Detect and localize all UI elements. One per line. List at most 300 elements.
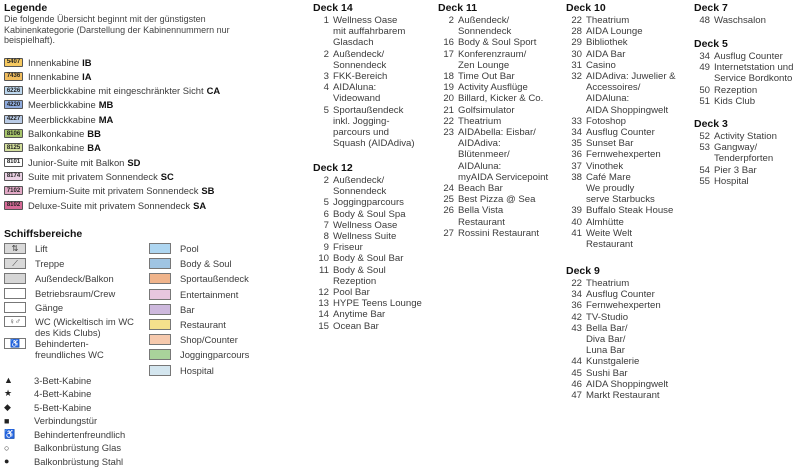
deck-item <box>694 85 793 96</box>
ship-area-swatch <box>149 273 171 284</box>
ship-area-label: WC (Wickeltisch im WC des Kids Clubs) <box>35 316 134 338</box>
deck-item <box>313 49 415 71</box>
deck-item-number: 5 <box>323 104 329 116</box>
deck-item-label: Casino <box>586 59 616 71</box>
deck-item-number: 53 <box>699 142 710 154</box>
ship-area-label: Bar <box>180 303 195 315</box>
deck-item-label: Waschsalon <box>714 15 766 26</box>
deck-title: Deck 10 <box>566 2 606 14</box>
deck-item-label: Gangway/ Tenderpforten <box>714 142 774 165</box>
deck-item-label: Rossini Restaurant <box>458 227 540 239</box>
deck-item <box>566 149 676 160</box>
deck-item-label: Theatrium <box>586 15 630 26</box>
deck-item <box>438 82 548 93</box>
cabin-category-code: SC <box>160 170 174 182</box>
deck-item-number: 2 <box>323 48 329 60</box>
deck-item <box>694 51 793 62</box>
ship-areas-title: Schiffsbereiche <box>4 228 83 240</box>
cabin-category-code: MA <box>98 113 114 125</box>
deck-title: Deck 3 <box>694 118 728 130</box>
deck-item-label: Sunset Bar <box>586 138 634 150</box>
symbol-label: Balkonbrüstung Glas <box>34 442 122 453</box>
deck-item <box>313 105 415 150</box>
deck-item-label: Ausflug Counter <box>586 289 655 301</box>
ship-area-row <box>149 258 232 269</box>
cabin-number-badge: 8125 <box>4 143 23 152</box>
symbol-glyph-icon: ▲ <box>4 375 13 385</box>
deck-item-label: Body & Soul Sport <box>458 37 537 49</box>
deck-item-label: Theatrium <box>458 115 502 127</box>
ship-area-row <box>149 273 249 284</box>
deck-item <box>566 300 668 311</box>
deck-item <box>313 298 422 309</box>
deck-item <box>566 289 668 300</box>
deck-item-number: 13 <box>318 298 329 310</box>
cabin-category-row <box>4 128 101 140</box>
deck-item-number: 31 <box>571 59 582 71</box>
ship-area-row <box>4 288 134 299</box>
deck-item-number: 50 <box>699 84 710 96</box>
deck-section <box>694 38 793 107</box>
ship-area-row <box>149 243 199 254</box>
deck-item <box>566 356 668 367</box>
deck-item <box>566 228 676 250</box>
symbol-row <box>4 388 91 400</box>
deck-item-number: 23 <box>443 127 454 139</box>
ship-area-label: Restaurant <box>180 319 226 330</box>
ship-area-swatch <box>149 304 171 315</box>
ship-area-row <box>149 289 238 300</box>
ship-area-swatch <box>149 334 171 345</box>
deck-item <box>566 323 668 357</box>
ship-area-label: Gänge <box>35 302 64 313</box>
deck-item <box>566 26 676 37</box>
deck-item-label: Außendeck/ Sonnendeck <box>333 175 387 198</box>
deck-item-number: 40 <box>571 216 582 228</box>
deck-item-number: 27 <box>443 227 454 239</box>
deck-item-number: 14 <box>318 309 329 321</box>
deck-item-number: 51 <box>699 95 710 107</box>
cabin-category-row <box>4 199 206 211</box>
deck-item-number: 48 <box>699 15 710 26</box>
deck-title: Deck 12 <box>313 162 353 174</box>
ship-area-label: Shop/Counter <box>180 334 238 346</box>
symbol-row <box>4 415 97 427</box>
cabin-category-code: IA <box>82 70 92 82</box>
deck-item <box>566 127 676 138</box>
deck-item-number: 1 <box>323 15 329 26</box>
cabin-category-label: Innenkabine <box>28 70 80 82</box>
deck-item-label: Body & Soul Rezeption <box>333 264 386 287</box>
deck-item-number: 11 <box>319 264 329 276</box>
deck-item-number: 43 <box>571 322 582 334</box>
deck-item-number: 19 <box>443 82 454 94</box>
deck-item-number: 22 <box>571 278 582 289</box>
cabin-category-code: BB <box>87 128 101 139</box>
symbol-row <box>4 401 91 413</box>
deck-item <box>566 390 668 401</box>
symbol-label: 5-Bett-Kabine <box>34 401 92 413</box>
deck-title: Deck 7 <box>694 2 728 14</box>
deck-item <box>438 93 548 104</box>
cabin-category-label: Innenkabine <box>28 56 80 68</box>
deck-item <box>313 71 415 82</box>
deck-item <box>566 161 676 172</box>
cabin-category-code: SB <box>201 185 215 197</box>
ship-area-label: Treppe <box>35 258 65 269</box>
deck-item-label: Ausflug Counter <box>714 51 783 62</box>
deck-item <box>566 37 676 48</box>
deck-item-label: AIDAdiva: Juwelier & Accessoires/ AIDAluna: AIDA Shoppingwelt <box>586 71 676 116</box>
deck-item-label: Konferenzraum/ Zen Lounge <box>458 48 527 71</box>
deck-title: Deck 11 <box>438 2 478 14</box>
deck-title: Deck 14 <box>313 2 353 14</box>
deck-item-label: Friseur <box>333 242 363 254</box>
deck-item <box>566 15 676 26</box>
deck-item <box>438 105 548 116</box>
deck-item-number: 10 <box>318 253 329 265</box>
ship-area-row <box>149 304 195 315</box>
deck-item-number: 16 <box>443 37 454 49</box>
deck-item-number: 17 <box>443 48 454 60</box>
deck-item <box>566 312 668 323</box>
deck-item-label: Bella Vista Restaurant <box>458 205 505 228</box>
symbol-label: 3-Bett-Kabine <box>34 374 92 386</box>
deck-item-label: Außendeck/ Sonnendeck <box>458 15 512 38</box>
deck-item <box>438 37 548 48</box>
ship-area-label: Entertainment <box>180 288 239 300</box>
deck-item-number: 3 <box>323 71 329 83</box>
ship-area-swatch: ⇅ <box>4 243 26 254</box>
deck-item-label: Weite Welt Restaurant <box>586 227 633 251</box>
deck-item-number: 30 <box>571 48 582 60</box>
deck-item-label: Bibliothek <box>586 37 628 49</box>
deck-item-label: Activity Ausflüge <box>458 82 528 94</box>
deck-item <box>313 253 422 264</box>
symbol-row <box>4 374 91 386</box>
cabin-category-row <box>4 185 214 197</box>
symbol-label: Verbindungstür <box>34 415 98 426</box>
deck-item-label: Kids Club <box>714 95 756 107</box>
cabin-category-row <box>4 70 91 82</box>
symbol-glyph-icon: ★ <box>4 388 13 398</box>
deck-item-number: 52 <box>699 131 710 142</box>
deck-item <box>438 183 548 194</box>
deck-section <box>566 2 676 250</box>
ship-area-label: Betriebsraum/Crew <box>35 288 116 299</box>
cabin-number-badge: 8102 <box>4 201 23 210</box>
deck-item-number: 45 <box>571 367 582 379</box>
deck-item <box>313 265 422 287</box>
cabin-category-code: IB <box>82 56 92 68</box>
deck-title: Deck 5 <box>694 38 728 50</box>
ship-area-swatch <box>4 273 26 284</box>
deck-item-number: 54 <box>699 164 710 176</box>
ship-area-swatch <box>4 288 26 299</box>
deck-item-label: Pool Bar <box>333 287 370 299</box>
cabin-category-row <box>4 113 113 125</box>
deck-item-label: Kunstgalerie <box>586 356 640 368</box>
deck-item-number: 37 <box>571 160 582 172</box>
deck-item-number: 18 <box>443 71 454 83</box>
ship-area-label: Lift <box>35 243 48 254</box>
deck-item <box>438 49 548 71</box>
deck-item <box>566 116 676 127</box>
deck-item <box>694 15 766 26</box>
deck-item <box>566 71 676 116</box>
ship-area-row <box>4 243 134 254</box>
ship-area-swatch: ⟋ <box>4 258 26 269</box>
deck-item <box>313 231 422 242</box>
deck-item <box>438 194 548 205</box>
cabin-number-badge: 7102 <box>4 186 23 195</box>
deck-item-label: Außendeck/ Sonnendeck <box>333 48 387 71</box>
deck-item-number: 15 <box>318 320 329 332</box>
cabin-category-label: Deluxe-Suite mit privatem Sonnendeck <box>28 199 191 211</box>
deck-item-number: 42 <box>571 311 582 323</box>
deck-item-label: Anytime Bar <box>333 309 386 321</box>
deck-item-number: 32 <box>571 71 582 83</box>
deck-item-label: Time Out Bar <box>458 71 515 83</box>
deck-item-number: 21 <box>443 104 454 116</box>
deck-item-number: 39 <box>571 205 582 217</box>
deck-item-number: 34 <box>571 289 582 301</box>
cabin-category-label: Junior-Suite mit Balkon <box>28 156 125 168</box>
deck-item-label: Fernwehexperten <box>586 300 661 312</box>
deck-item-label: AIDA Shoppingwelt <box>586 378 669 390</box>
deck-item-label: Billard, Kicker & Co. <box>458 93 544 105</box>
deck-item-number: 41 <box>571 227 582 239</box>
deck-item-label: HYPE Teens Lounge <box>333 298 422 310</box>
cabin-number-badge: 4227 <box>4 115 23 124</box>
cabin-category-row <box>4 142 101 154</box>
symbol-label: 4-Bett-Kabine <box>34 388 92 399</box>
ship-area-swatch: ♀♂ <box>4 316 26 327</box>
ship-area-row <box>149 334 238 345</box>
ship-area-label: Außendeck/Balkon <box>35 273 114 284</box>
deck-item-label: Buffalo Steak House <box>586 205 674 217</box>
deck-item-label: Wellness Oase <box>333 219 398 231</box>
deck-item <box>313 321 422 332</box>
deck-item-number: 36 <box>571 149 582 161</box>
cabin-category-label: Balkonkabine <box>28 142 85 154</box>
ship-area-swatch <box>149 258 171 269</box>
deck-item-label: Golfsimulator <box>458 104 515 116</box>
ship-area-row <box>4 273 134 284</box>
ship-area-label: Behinderten-freundliches WC <box>35 338 104 360</box>
deck-item <box>566 278 668 289</box>
deck-item-number: 4 <box>323 82 329 94</box>
deck-item-label: Internetstation und Service Bordkonto <box>714 62 794 85</box>
deck-item-label: TV-Studio <box>586 311 629 323</box>
ship-area-row <box>149 349 249 360</box>
cabin-category-label: Premium-Suite mit privatem Sonnendeck <box>28 185 199 197</box>
deck-item-number: 34 <box>571 127 582 139</box>
deck-item-number: 26 <box>443 205 454 217</box>
deck-item-number: 29 <box>571 37 582 49</box>
deck-title: Deck 9 <box>566 265 600 277</box>
symbol-label: Behindertenfreundlich <box>34 428 126 440</box>
deck-item-label: Hospital <box>714 175 749 187</box>
deck-item <box>313 209 422 220</box>
cabin-category-label: Balkonkabine <box>28 128 85 139</box>
symbol-row <box>4 442 121 454</box>
cabin-category-label: Meerblickkabine <box>28 99 96 111</box>
ship-area-swatch <box>4 302 26 313</box>
deck-item-label: Ausflug Counter <box>586 127 655 139</box>
deck-item-label: Theatrium <box>586 278 630 289</box>
deck-item-label: Fotoshop <box>586 115 627 127</box>
deck-item-label: Sportaußendeck inkl. Jogging- parcours und Squash (AIDAdiva) <box>333 104 415 150</box>
symbol-glyph-icon: ○ <box>4 442 10 453</box>
deck-item <box>566 60 676 71</box>
deck-item-label: AIDA Lounge <box>586 26 643 38</box>
deck-section <box>694 118 777 187</box>
cabin-number-badge: 5407 <box>4 58 23 67</box>
deck-item <box>438 205 548 227</box>
deck-item <box>694 131 777 142</box>
deck-item-number: 25 <box>443 194 454 206</box>
ship-area-swatch <box>149 243 171 254</box>
ship-area-row <box>149 319 226 330</box>
cabin-category-label: Suite mit privatem Sonnendeck <box>28 170 158 182</box>
symbol-label: Balkonbrüstung Stahl <box>34 455 124 467</box>
deck-item-number: 22 <box>443 115 454 127</box>
deck-item-label: Café Mare We proudly serve Starbucks <box>586 171 655 206</box>
deck-item-number: 7 <box>323 219 329 231</box>
deck-item-label: AIDAluna: Videowand <box>333 82 381 105</box>
ship-area-row <box>4 338 134 360</box>
symbol-glyph-icon: ● <box>4 456 10 466</box>
deck-item-number: 2 <box>448 15 454 26</box>
symbol-row <box>4 455 123 467</box>
deck-item <box>694 142 777 164</box>
deck-item <box>694 96 793 107</box>
legend-title: Legende <box>4 2 48 14</box>
ship-area-swatch <box>149 365 171 376</box>
deck-item-label: Joggingparcours <box>333 197 404 209</box>
deck-item <box>313 309 422 320</box>
deck-item <box>313 82 415 104</box>
deck-item-number: 38 <box>571 171 582 183</box>
cabin-number-badge: 4220 <box>4 100 23 109</box>
ship-area-label: Hospital <box>180 364 214 376</box>
deck-item <box>566 379 668 390</box>
cabin-number-badge: 8174 <box>4 172 23 181</box>
ship-area-swatch <box>149 319 171 330</box>
deck-item <box>313 197 422 208</box>
deck-section <box>694 2 766 26</box>
cabin-category-label: Meerblickkabine mit eingeschränkter Sicht <box>28 85 204 97</box>
deck-item <box>313 220 422 231</box>
deck-item-number: 9 <box>323 242 329 254</box>
ship-area-row <box>4 258 134 269</box>
deck-item-number: 2 <box>323 175 329 186</box>
deck-item-number: 6 <box>323 208 329 220</box>
cabin-category-code: SD <box>127 156 141 168</box>
deck-item-label: Activity Station <box>714 131 777 142</box>
symbol-glyph-icon: ■ <box>4 415 10 426</box>
deck-item-label: Wellness Suite <box>333 231 397 243</box>
deck-item-label: Bella Bar/ Diva Bar/ Luna Bar <box>586 322 628 357</box>
deck-item-number: 22 <box>571 15 582 26</box>
cabin-category-code: CA <box>206 85 221 97</box>
deck-item <box>566 205 676 216</box>
deck-item-number: 36 <box>571 300 582 312</box>
ship-area-row <box>4 302 134 313</box>
symbol-glyph-icon: ♿ <box>4 428 16 439</box>
symbol-row <box>4 428 125 440</box>
deck-item <box>438 127 548 183</box>
symbol-glyph-icon: ◆ <box>4 401 11 412</box>
deck-item-label: Body & Soul Spa <box>333 208 406 220</box>
deck-item-label: Wellness Oase mit auffahrbarem Glasdach <box>333 15 406 49</box>
deck-item <box>438 116 548 127</box>
deck-item <box>313 15 415 49</box>
cabin-category-row <box>4 85 220 97</box>
cabin-number-badge: 7436 <box>4 72 23 81</box>
cabin-category-label: Meerblickkabine <box>28 113 96 125</box>
deck-item-label: AIDA Bar <box>586 48 626 60</box>
deck-item-label: AIDAbella: Eisbar/ AIDAdiva: Blütenmeer/ AIDAluna: myAIDA Servicepoint <box>458 127 549 183</box>
deck-item <box>438 71 548 82</box>
ship-area-label: Sportaußendeck <box>180 273 249 285</box>
deck-section <box>566 265 668 401</box>
deck-section <box>438 2 548 239</box>
ship-area-swatch <box>149 349 171 360</box>
cabin-category-row <box>4 56 91 68</box>
deck-item <box>566 217 676 228</box>
ship-area-label: Pool <box>180 243 199 254</box>
ship-area-row <box>149 365 214 376</box>
cabin-category-row <box>4 156 140 168</box>
ship-area-row <box>4 316 134 338</box>
deck-item <box>694 165 777 176</box>
cabin-number-badge: 8101 <box>4 158 23 167</box>
deck-item <box>566 172 676 206</box>
deck-item-number: 28 <box>571 26 582 38</box>
deck-item <box>438 228 548 239</box>
cabin-number-badge: 6226 <box>4 86 23 95</box>
deck-item <box>313 287 422 298</box>
deck-item <box>566 49 676 60</box>
cabin-category-row <box>4 170 174 182</box>
deck-item-label: Beach Bar <box>458 183 503 195</box>
deck-item-label: Vinothek <box>586 160 624 172</box>
ship-area-swatch <box>149 289 171 300</box>
deck-item <box>313 242 422 253</box>
deck-item-number: 44 <box>571 356 582 368</box>
deck-item-number: 34 <box>699 51 710 62</box>
ship-area-label: Body & Soul <box>180 258 232 270</box>
cabin-category-code: SA <box>193 199 207 211</box>
deck-item-label: Fernwehexperten <box>586 149 661 161</box>
deck-item-label: Rezeption <box>714 84 758 96</box>
deck-item-number: 35 <box>571 138 582 150</box>
deck-item-number: 55 <box>699 175 710 187</box>
cabin-category-code: MB <box>98 99 114 111</box>
deck-item-number: 46 <box>571 378 582 390</box>
deck-item <box>694 62 793 84</box>
deck-item-label: Markt Restaurant <box>586 390 660 402</box>
deck-item-number: 33 <box>571 115 582 127</box>
deck-item <box>313 175 422 197</box>
deck-item-label: Almhütte <box>586 216 624 228</box>
deck-item-number: 5 <box>323 197 329 209</box>
deck-item-number: 49 <box>699 62 710 74</box>
deck-item-number: 8 <box>323 231 329 243</box>
deck-section <box>313 2 415 149</box>
